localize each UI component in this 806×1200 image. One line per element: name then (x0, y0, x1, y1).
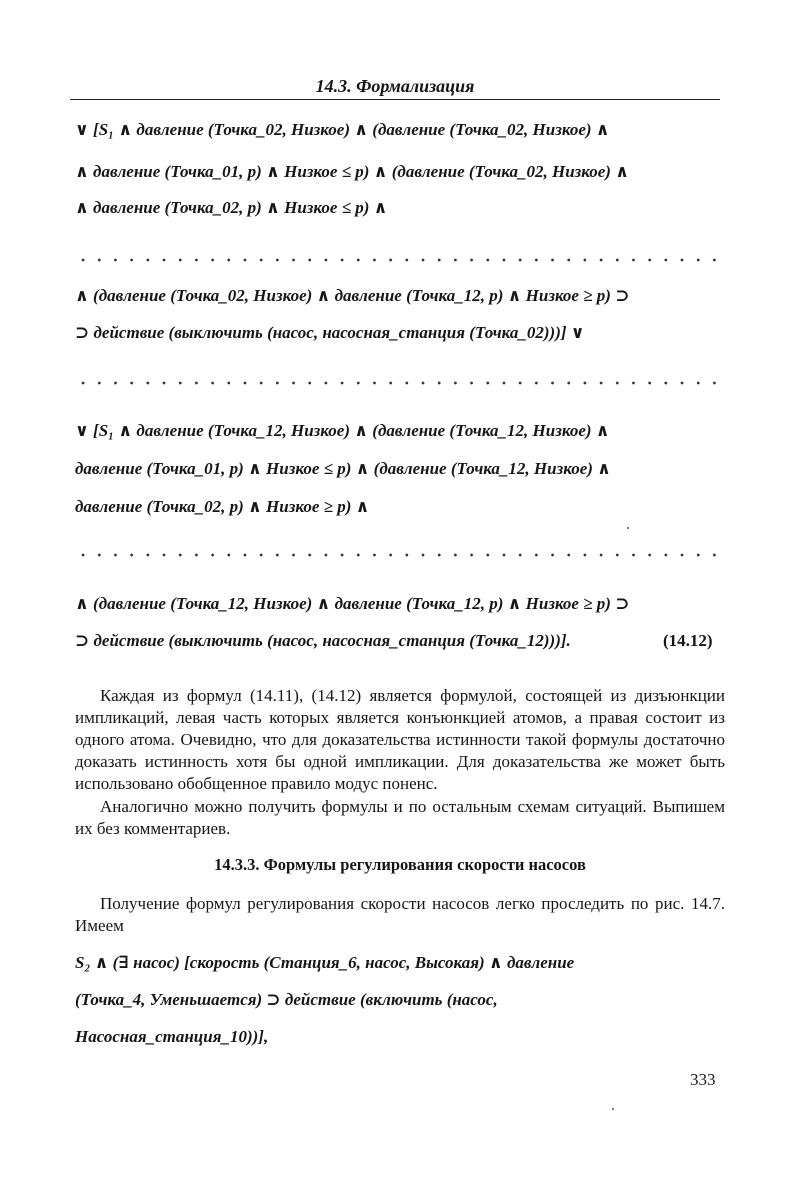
formula-line: S₂ ∧ (∃ насос) [скорость (Станция_6, насос, Высокая) ∧ давление (75, 953, 575, 972)
formula-line: ⊃ действие (выключить (насос, насосная_станция (Точка_02)))] ∨ (75, 323, 585, 342)
formula-line: ∧ (давление (Точка_02, Низкое) ∧ давление (Точка_12, p) ∧ Низкое ≥ p) ⊃ (75, 286, 630, 305)
body-paragraph: Получение формул регулирования скорости насосов легко проследить по рис. 14.7. Имеем (75, 894, 725, 935)
formula-line: Насосная_станция_10))], (75, 1027, 269, 1046)
page-number: 333 (690, 1070, 716, 1089)
formula-line: ⊃ действие (выключить (насос, насосная_станция (Точка_12)))]. (75, 631, 571, 650)
formula-line: ∧ давление (Точка_02, p) ∧ Низкое ≤ p) ∧ (75, 198, 388, 217)
header-rule (70, 99, 720, 100)
body-paragraph: Каждая из формул (14.11), (14.12) является формулой, состоящей из дизъюнкции импликаций, левая часть которых является конъюнкцией атомов, а правая состоит из одного атома. Очевидно, что для доказательства истинности такой формулы достаточно доказать истинность хотя бы одной импликации. Для доказательства же может быть использовано обобщенное правило модус поненс. (75, 686, 725, 793)
section-heading: 14.3.3. Формулы регулирования скорости насосов (214, 855, 586, 874)
formula-line: давление (Точка_01, p) ∧ Низкое ≤ p) ∧ (давление (Точка_12, Низкое) ∧ (75, 459, 611, 478)
print-speck (612, 1108, 614, 1110)
body-paragraph: Аналогично можно получить формулы и по остальным схемам ситуаций. Выпишем их без комментариев. (75, 797, 725, 838)
dotted-separator (75, 381, 723, 385)
formula-line: давление (Точка_02, p) ∧ Низкое ≥ p) ∧ (75, 497, 370, 516)
formula-line: (Точка_4, Уменьшается) ⊃ действие (включить (насос, (75, 990, 498, 1009)
formula-line: ∨ [S₁ ∧ давление (Точка_02, Низкое) ∧ (давление (Точка_02, Низкое) ∧ (75, 120, 610, 139)
dotted-separator (75, 258, 723, 262)
equation-number: (14.12) (663, 631, 713, 650)
formula-line: ∧ (давление (Точка_12, Низкое) ∧ давление (Точка_12, p) ∧ Низкое ≥ p) ⊃ (75, 594, 630, 613)
running-header: 14.3. Формализация (315, 76, 475, 96)
print-speck (627, 527, 629, 529)
dotted-separator (75, 553, 723, 557)
formula-line: ∧ давление (Точка_01, p) ∧ Низкое ≤ p) ∧ (давление (Точка_02, Низкое) ∧ (75, 162, 630, 181)
formula-line: ∨ [S₁ ∧ давление (Точка_12, Низкое) ∧ (давление (Точка_12, Низкое) ∧ (75, 421, 610, 440)
